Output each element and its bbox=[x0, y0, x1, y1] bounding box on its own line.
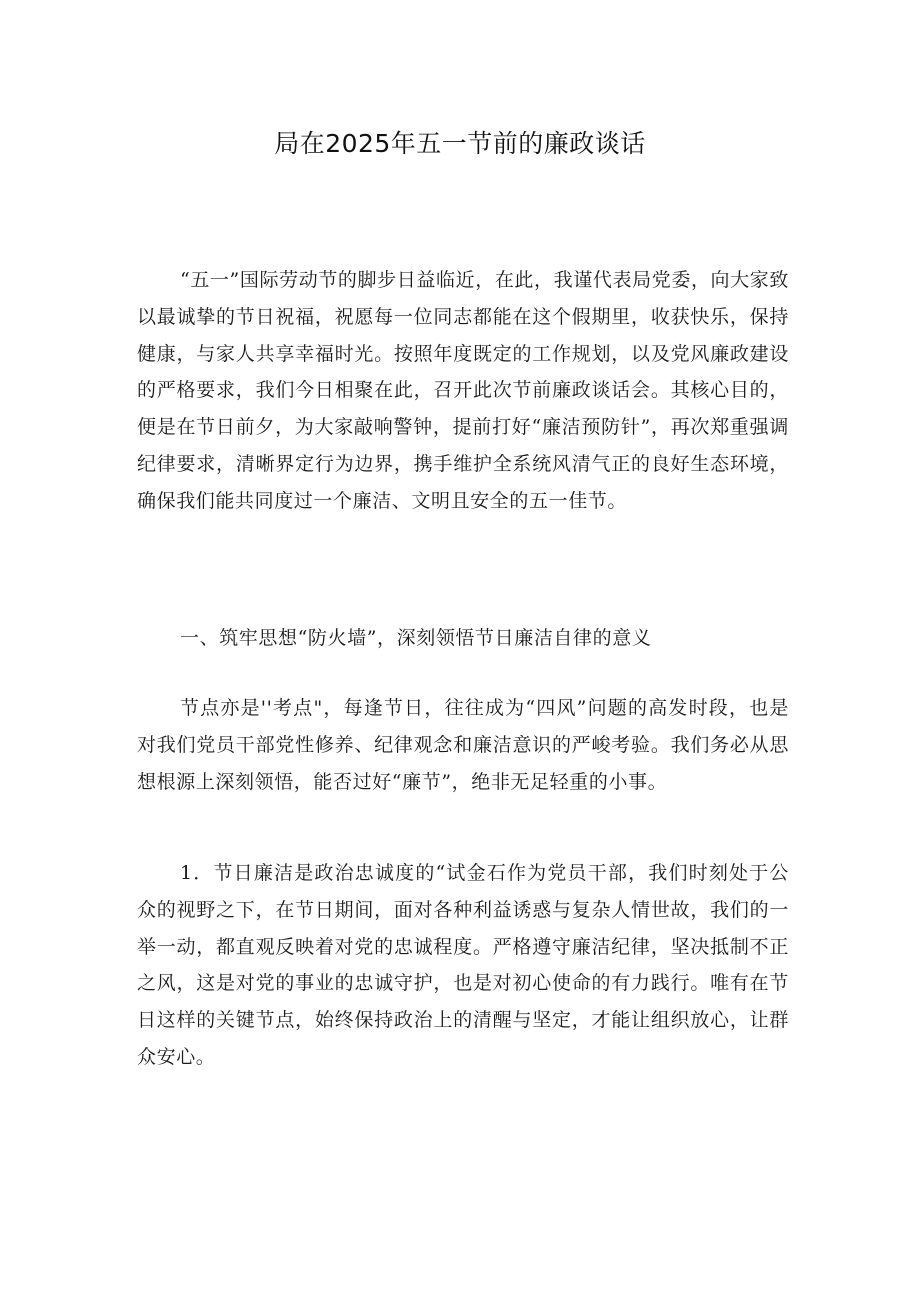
body-paragraph: 1．节日廉洁是政治忠诚度的“试金石作为党员干部，我们时刻处于公众的视野之下，在节日期间，面对各种利益诱惑与复杂人情世故，我们的一举一动，都直观反映着对党的忠诚程度。严格遵守廉洁纪律，坚决抵制不正之风，这是对党的事业的忠诚守护，也是对初心使命的有力践行。唯有在节日这样的关键节点，始终保持政治上的清醒与坚定，才能让组织放心，让群众安心。 bbox=[137, 862, 789, 1068]
section-heading: 一、筑牢思想“防火墙”，深刻领悟节日廉洁自律的意义 bbox=[180, 627, 652, 649]
document-title: 局在2025年五一节前的廉政谈话 bbox=[274, 129, 646, 158]
body-paragraph: 节点亦是''考点"，每逢节日，往往成为“四风”问题的高发时段，也是对我们党员干部党性修养、纪律观念和廉洁意识的严峻考验。我们务必从思想根源上深刻领悟，能否过好“廉节”，绝非无足轻重的小事。 bbox=[137, 697, 789, 793]
intro-paragraph: “五一”国际劳动节的脚步日益临近，在此，我谨代表局党委，向大家致以最诚挚的节日祝福，祝愿每一位同志都能在这个假期里，收获快乐，保持健康，与家人共享幸福时光。按照年度既定的工作规划，以及党风廉政建设的严格要求，我们今日相聚在此，召开此次节前廉政谈话会。其核心目的，便是在节日前夕，为大家敲响警钟，提前打好“廉洁预防针”，再次郑重强调纪律要求，清晰界定行为边界，携手维护全系统风清气正的良好生态环境，确保我们能共同度过一个廉洁、文明且安全的五一佳节。 bbox=[137, 269, 789, 512]
